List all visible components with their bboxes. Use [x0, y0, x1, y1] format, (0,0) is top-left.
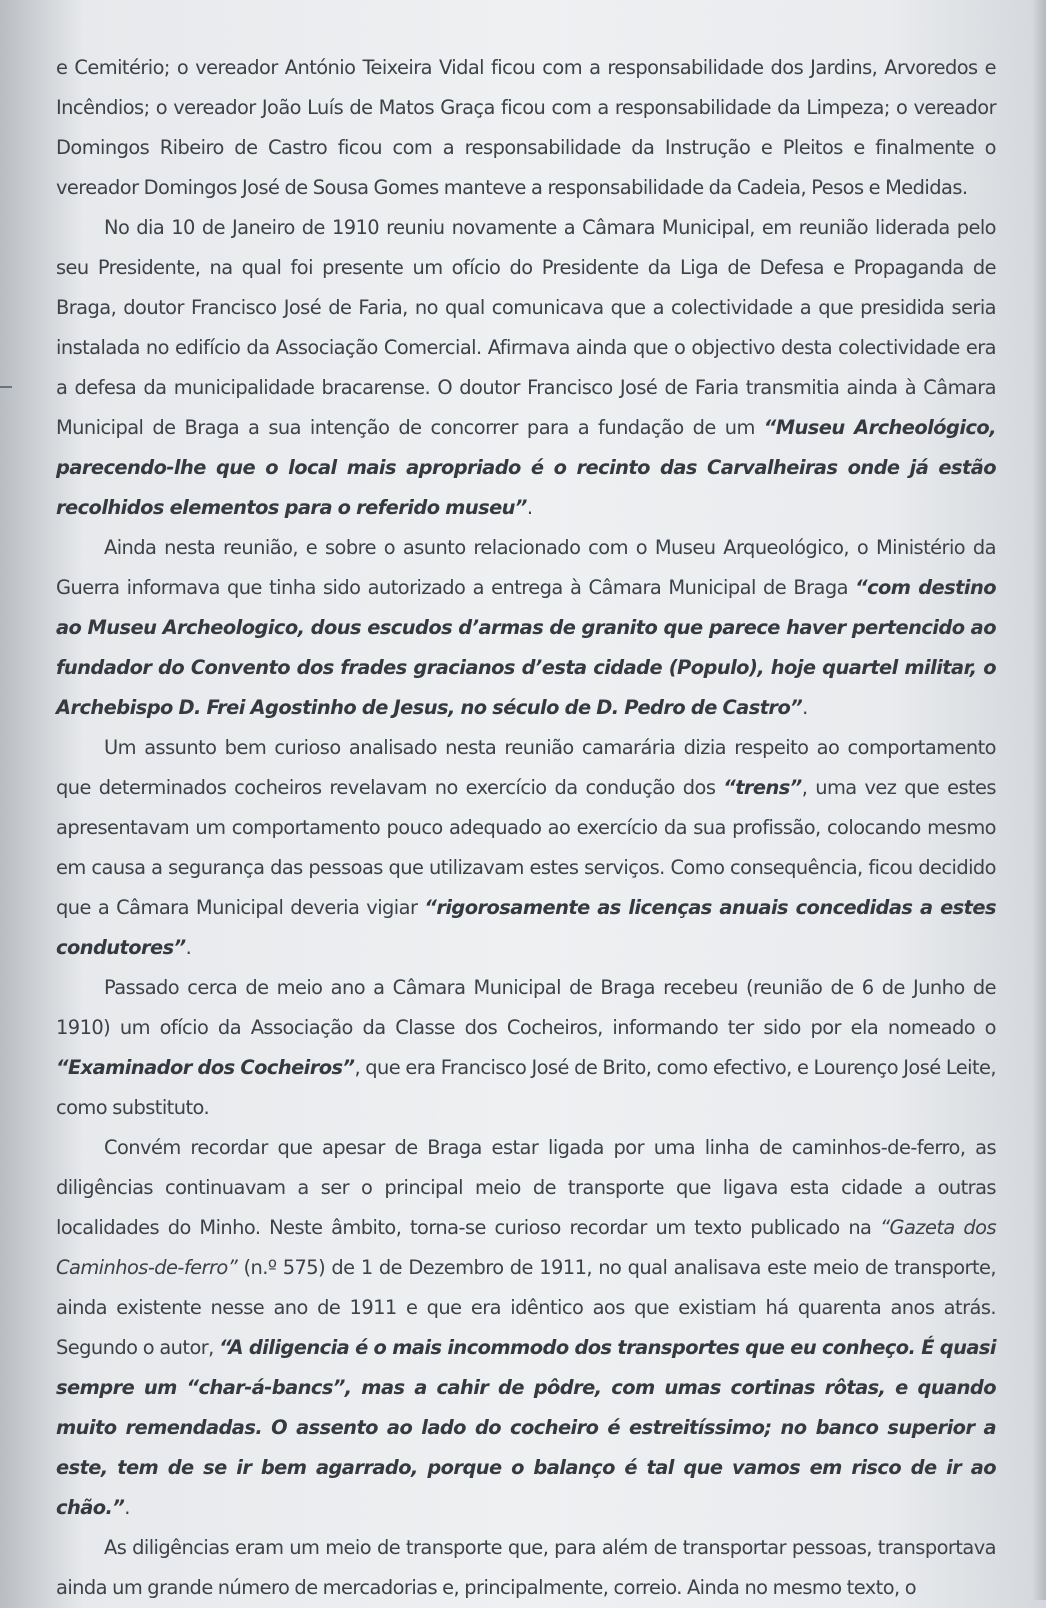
quoted-text: “Examinador dos Cocheiros”	[56, 1056, 355, 1079]
text-run: Ainda nesta reunião, e sobre o asunto relacionado com o Museu Arqueológico, o Ministério da Guerra informava que tinha sido autorizado a entrega à Câmara Municipal de Braga	[56, 536, 996, 599]
text-run: .	[185, 936, 192, 959]
text-run: .	[124, 1496, 130, 1519]
quoted-text: “rigorosamente as licenças anuais concedidas a estes condutores”	[56, 896, 996, 959]
paragraph	[56, 208, 996, 528]
quoted-text: “trens”	[723, 776, 802, 799]
paragraph	[56, 968, 996, 1128]
paragraph	[56, 528, 996, 728]
body-text	[56, 48, 996, 1608]
quoted-text: “A diligencia é o mais incommodo dos transportes que eu conheço. É quasi sempre um “char-á-bancs”, mas a cahir de pôdre, com umas cortinas rôtas, e quando muito remendadas. O assento ao lado do cocheiro é estreitíssimo; no banco superior a este, tem de se ir bem agarrado, porque o balanço é tal que vamos em risco de ir ao chão.”	[56, 1336, 996, 1519]
text-run: e Cemitério; o vereador António Teixeira Vidal ficou com a responsabilidade dos Jardins, Arvoredos e Incêndios; o vereador João Luís de Matos Graça ficou com a responsabilidade da Limpeza; o vereador Domingos Ribeiro de Castro ficou com a responsabilidade da Instrução e Pleitos e finalmente o vereador Domingos José de Sousa Gomes manteve a responsabilidade da Cadeia, Pesos e Medidas.	[56, 56, 996, 199]
quoted-text: “Museu Archeológico, parecendo-lhe que o local mais apropriado é o recinto das Carvalheiras onde já estão recolhidos elementos para o referido museu”	[56, 416, 997, 519]
text-run: (n.º 575) de 1 de Dezembro de 1911, no qual analisava este meio de transporte, ainda existente nesse ano de 1911 e que era idêntico aos que existiam há quarenta anos atrás. Segundo o autor,	[56, 1256, 996, 1359]
text-run: , uma vez que estes apresentavam um comportamento pouco adequado ao exercício da sua profissão, colocando mesmo em causa a segurança das pessoas que utilizavam estes serviços. Como consequência, ficou decidido que a Câmara Municipal deveria vigiar	[56, 776, 996, 919]
text-run: As diligências eram um meio de transporte que, para além de transportar pessoas, transportava ainda um grande número de mercadorias e, principalmente, correio. Ainda no mesmo texto, o	[56, 1536, 996, 1599]
italic-text: “Gazeta dos Caminhos-de-ferro”	[56, 1216, 997, 1279]
text-run: , que era Francisco José de Brito, como efectivo, e Lourenço José Leite, como substituto.	[56, 1056, 997, 1119]
text-run: Passado cerca de meio ano a Câmara Municipal de Braga recebeu (reunião de 6 de Junho de 1910) um ofício da Associação da Classe dos Cocheiros, informando ter sido por ela nomeado o	[56, 976, 996, 1039]
text-run: .	[802, 696, 808, 719]
text-run: .	[526, 496, 533, 519]
page-edge-shadow	[1032, 0, 1046, 1600]
paragraph	[56, 1528, 996, 1608]
paragraph	[56, 728, 996, 968]
quoted-text: “com destino ao Museu Archeologico, dous escudos d’armas de granito que parece haver pertencido ao fundador do Convento dos frades gracianos d’esta cidade (Populo), hoje quartel militar, o Archebispo D. Frei Agostinho de Jesus, no século de D. Pedro de Castro”	[56, 576, 996, 719]
text-run: No dia 10 de Janeiro de 1910 reuniu novamente a Câmara Municipal, em reunião liderada pelo seu Presidente, na qual foi presente um ofício do Presidente da Liga de Defesa e Propaganda de Braga, doutor Francisco José de Faria, no qual comunicava que a colectividade a que presidida seria instalada no edifício da Associação Comercial. Afirmava ainda que o objectivo desta colectividade era a defesa da municipalidade bracarense. O doutor Francisco José de Faria transmitia ainda à Câmara Municipal de Braga a sua intenção de concorrer para a fundação de um	[56, 216, 996, 439]
document-page	[56, 48, 996, 1608]
margin-mark	[0, 386, 12, 388]
text-run: Convém recordar que apesar de Braga estar ligada por uma linha de caminhos-de-ferro, as diligências continuavam a ser o principal meio de transporte que ligava esta cidade a outras localidades do Minho. Neste âmbito, torna-se curioso recordar um texto publicado na	[56, 1136, 996, 1239]
paragraph	[56, 1128, 996, 1528]
paragraph	[56, 48, 996, 208]
text-run: Um assunto bem curioso analisado nesta reunião camarária dizia respeito ao comportamento que determinados cocheiros revelavam no exercício da condução dos	[56, 736, 996, 799]
